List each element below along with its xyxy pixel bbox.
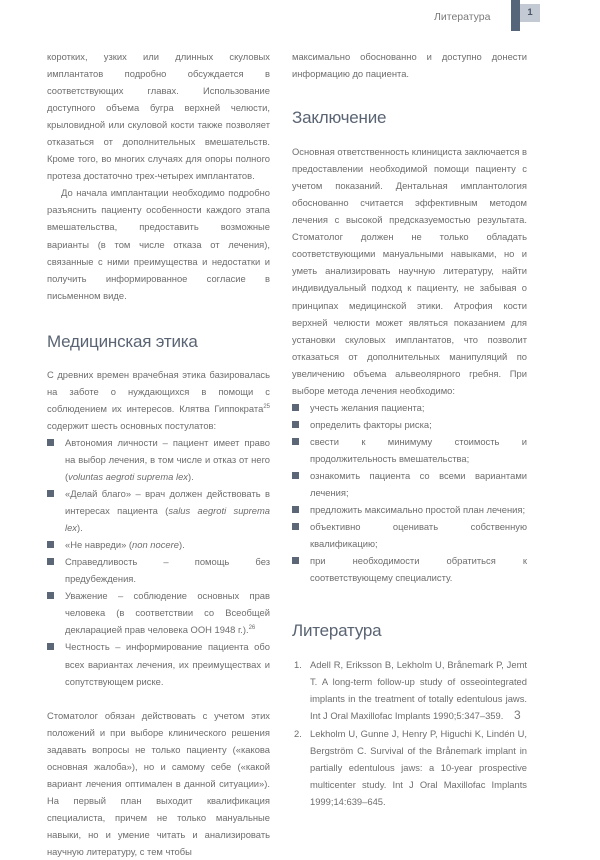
square-bullet-icon bbox=[292, 438, 299, 445]
list-item bbox=[292, 433, 527, 467]
item-tail: ). bbox=[178, 539, 185, 551]
item-text: Честность – информирование пациента обо всех вариантах лечения, их преимуществах и сопутствующем риске. bbox=[65, 641, 270, 687]
reference-number: 2. bbox=[294, 727, 302, 739]
ethics-intro bbox=[47, 366, 270, 434]
postulates-list bbox=[47, 434, 270, 690]
square-bullet-icon bbox=[292, 523, 299, 530]
item-tail: ). bbox=[76, 522, 83, 534]
square-bullet-icon bbox=[47, 439, 54, 446]
square-bullet-icon bbox=[47, 643, 54, 650]
conclusion-heading: Заключение bbox=[292, 108, 387, 128]
references-heading: Литература bbox=[292, 621, 382, 641]
item-text: «Делай благо» – врач должен действовать в интересах пациента ( bbox=[65, 488, 270, 517]
square-bullet-icon bbox=[292, 472, 299, 479]
list-item bbox=[47, 553, 270, 587]
list-item bbox=[47, 587, 270, 638]
intro-paragraph: коротких, узких или длинных скуловых имплантатов подробно обсуждается в соответствующих главах. Использование доступного объема бугра верхней челюсти, крыловидной или скуловой кости также позволяет отказаться от дополнительных вмешательств. Кроме того, во многих случаях для опоры полного протеза достаточно трех-четырех имплантатов. bbox=[47, 51, 270, 182]
list-item bbox=[292, 467, 527, 501]
item-text: при необходимости обратиться к соответствующему специалисту. bbox=[310, 555, 527, 584]
latin-phrase: voluntas aegroti suprema lex bbox=[68, 470, 188, 482]
latin-phrase: non nocere bbox=[132, 539, 179, 551]
continuation-paragraph: максимально обоснованно и доступно донести информацию до пациента. bbox=[292, 51, 527, 80]
section-title: Литература bbox=[434, 11, 491, 23]
square-bullet-icon bbox=[47, 558, 54, 565]
item-text: определить факторы риска; bbox=[310, 418, 432, 430]
list-item bbox=[292, 552, 527, 586]
item-text: свести к минимуму стоимость и продолжительность вмешательства; bbox=[310, 435, 527, 464]
square-bullet-icon bbox=[292, 404, 299, 411]
ethics-closing-paragraph: Стоматолог обязан действовать с учетом этих положений и при выборе клинического решения задавать вопросы не только пациенту («какова основная жалоба»), но и самому себе («какой вариант лечения оптимален в данной ситуации»). На первый план выходит квалификация специалиста, причем не только мануальные навыки, но и умение читать и анализировать научную литературу, с тем чтобы bbox=[47, 709, 270, 857]
square-bullet-icon bbox=[47, 490, 54, 497]
square-bullet-icon bbox=[292, 557, 299, 564]
list-item bbox=[292, 518, 527, 552]
item-text: ознакомить пациента со всеми вариантами лечения; bbox=[310, 469, 527, 499]
ethics-intro-text: С древних времен врачебная этика базировалась на заботе о нуждающихся в помощи с соблюдением их интересов. Клятва Гиппократа bbox=[47, 368, 270, 414]
page-number: 3 bbox=[514, 708, 521, 722]
consent-paragraph: До начала имплантации необходимо подробно разъяснить пациенту особенности каждого этапа вмешательства, предоставить возможные варианты (в том числе отказа от лечения), связанные с ними преимущества и недостатки и получить информированное согласие в письменном виде. bbox=[47, 187, 270, 301]
item-text: Уважение – соблюдение основных прав человека (в соответствии со Всеобщей декларацией прав человека ООН 1948 г.). bbox=[65, 590, 270, 636]
reference-number: 1. bbox=[294, 659, 302, 671]
reference-item bbox=[292, 656, 527, 724]
footnote-ref: 26 bbox=[248, 625, 256, 632]
item-text: объективно оценивать собственную квалификацию; bbox=[310, 521, 527, 550]
item-text: Автономия личности – пациент имеет право на выбор лечения, в том числе и отказ от него ( bbox=[65, 436, 270, 482]
item-tail: ). bbox=[187, 470, 194, 482]
item-text: Справедливость – помощь без предубеждения. bbox=[65, 556, 270, 585]
treatment-choice-list bbox=[292, 399, 527, 587]
item-text: учесть желания пациента; bbox=[310, 401, 425, 413]
left-column bbox=[47, 48, 270, 860]
list-item bbox=[47, 485, 270, 536]
right-column bbox=[292, 48, 527, 810]
item-text: предложить максимально простой план лечения; bbox=[310, 504, 526, 516]
reference-text: Adell R, Eriksson B, Lekholm U, Brånemark P, Jemt T. A long-term follow-up study of osseointegrated implants in the treatment of totally edentulous jaws. Int J Oral Maxillofac Implants 1990;5:347–359. bbox=[310, 659, 527, 722]
square-bullet-icon bbox=[47, 541, 54, 548]
square-bullet-icon bbox=[292, 506, 299, 513]
square-bullet-icon bbox=[292, 421, 299, 428]
reference-item bbox=[292, 725, 527, 810]
item-text: «Не навреди» ( bbox=[65, 539, 133, 551]
list-item bbox=[292, 416, 527, 433]
references-list bbox=[292, 656, 527, 809]
list-item bbox=[47, 638, 270, 689]
footnote-ref: 25 bbox=[263, 403, 270, 410]
latin-phrase: salus aegroti suprema lex bbox=[65, 505, 270, 534]
ethics-intro-tail: содержит шесть основных постулатов: bbox=[47, 419, 217, 431]
reference-text: Lekholm U, Gunne J, Henry P, Higuchi K, Lindén U, Bergström C. Survival of the Brånemark implant in partially edentulous jaws: a 10-year prospective multicenter study. Int J Oral Maxillofac Implants 1999;14:639–645. bbox=[310, 727, 527, 807]
header-accent-bar bbox=[511, 0, 520, 31]
list-item bbox=[292, 399, 527, 416]
list-item bbox=[47, 434, 270, 485]
chapter-number-badge: 1 bbox=[520, 4, 540, 22]
list-item bbox=[47, 536, 270, 553]
ethics-heading: Медицинская этика bbox=[47, 331, 198, 351]
list-item bbox=[292, 501, 527, 518]
conclusion-paragraph: Основная ответственность клинициста заключается в предоставлении необходимой помощи пациенту с учетом показаний. Дентальная имплантология обоснованно считается эффективным методом лечения с высокой предсказуемостью результата. Стоматолог должен не только обладать соответствующими мануальными навыками, но и уметь анализировать научную литературу, найти индивидуальный подход к пациенту, не забывая о принципах медицинской этики. Атрофия кости верхней челюсти может являться показанием для установки скуловых имплантатов, что позволит отказаться от дополнительных манипуляций по увеличению объема альвеолярного гребня. При выборе метода лечения необходимо: bbox=[292, 146, 527, 396]
square-bullet-icon bbox=[47, 592, 54, 599]
